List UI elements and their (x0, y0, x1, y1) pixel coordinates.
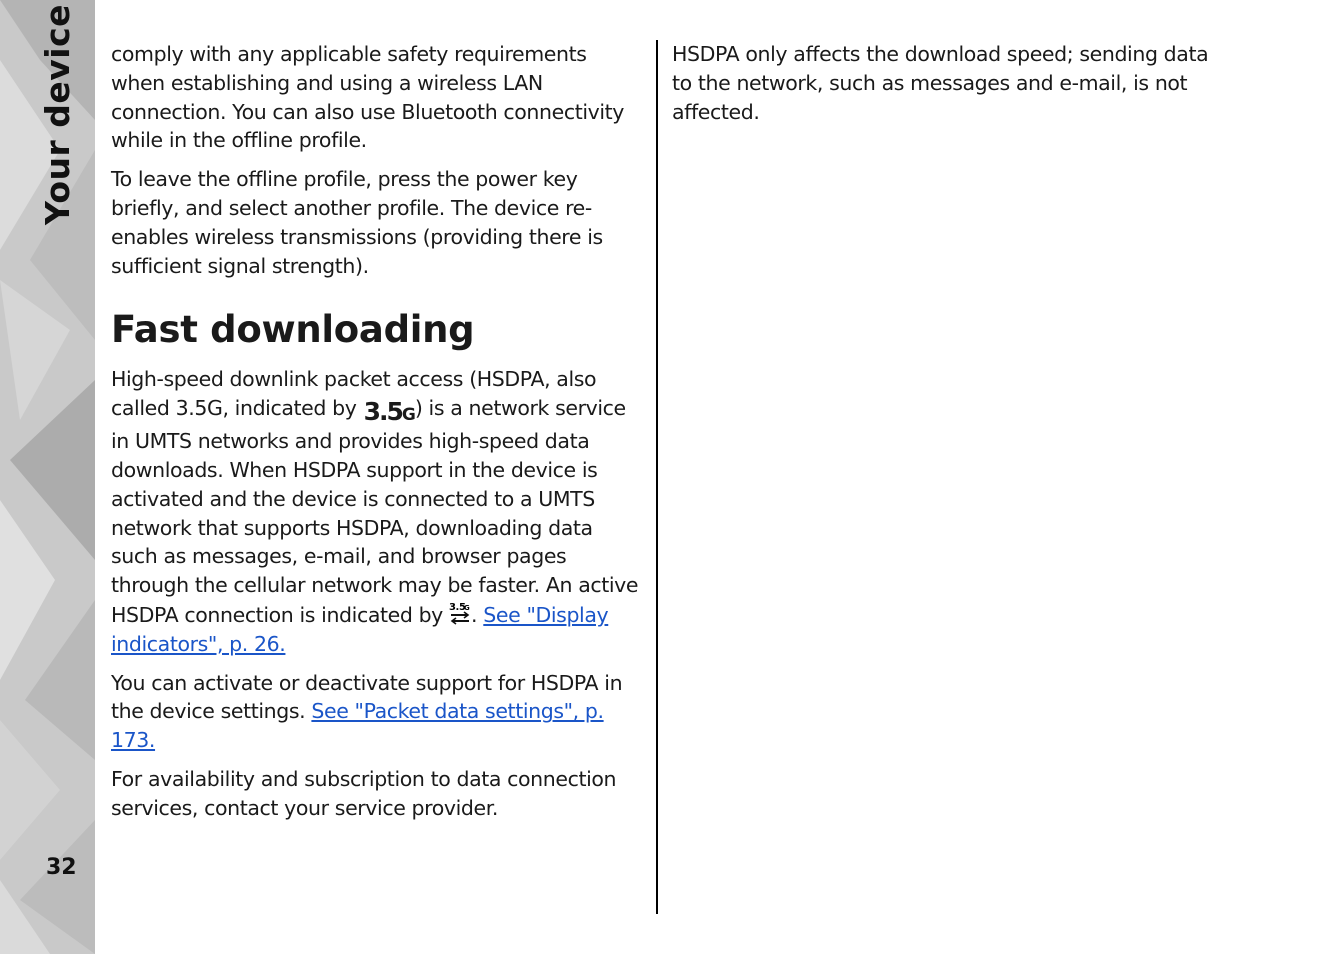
paragraph-availability: For availability and subscription to data connection services, contact your service provider. (111, 766, 617, 820)
hsdpa-settings-text: You can activate or deactivate support for HSDPA in the device settings. (111, 670, 623, 724)
svg-text:3.5: 3.5 (449, 601, 466, 613)
hsdpa-active-icon (449, 600, 471, 626)
hsdpa-intro-text-1: High-speed downlink packet access (HSDPA, also called 3.5G, indicated by (111, 367, 597, 421)
link-display-indicators[interactable]: See "Display indicators", p. 26. (111, 602, 609, 656)
link-packet-data-settings[interactable]: See "Packet data settings", p. 173. (111, 699, 604, 753)
hsdpa-intro-text-3: . (471, 602, 478, 627)
heading-fast-downloading: Fast downloading (111, 308, 475, 352)
sidebar-band (0, 0, 95, 954)
paragraph-hsdpa-settings (111, 669, 643, 755)
column-divider (656, 40, 658, 914)
paragraph-wlan-offline: comply with any applicable safety requirements when establishing and using a wireless LAN connection. You can also use Bluetooth connectivity while in the offline profile. (111, 42, 625, 153)
hsdpa-intro-text-2: ) is a network service in UMTS networks and provides high-speed data downloads. When HSDPA support in the device is activated and the device is connected to a UMTS network that supports HSDPA, downloading data such as messages, e-mail, and browser pages through the cellular network may be faster. An active HSDPA connection is indicated by (111, 396, 639, 627)
three-five-g-icon: 3.5G (363, 397, 414, 427)
section-title: Your device (38, 3, 77, 225)
paragraph-hsdpa-upload: HSDPA only affects the download speed; sending data to the network, such as messages and e-mail, is not affected. (672, 42, 1209, 124)
svg-text:G: G (464, 603, 470, 612)
paragraph-hsdpa-intro (111, 365, 643, 658)
paragraph-leave-offline: To leave the offline profile, press the power key briefly, and select another profile. The device re-enables wireless transmissions (providing there is sufficient signal strength). (111, 167, 603, 278)
left-column (111, 40, 643, 833)
right-column (672, 40, 1212, 136)
page-number: 32 (46, 855, 77, 880)
